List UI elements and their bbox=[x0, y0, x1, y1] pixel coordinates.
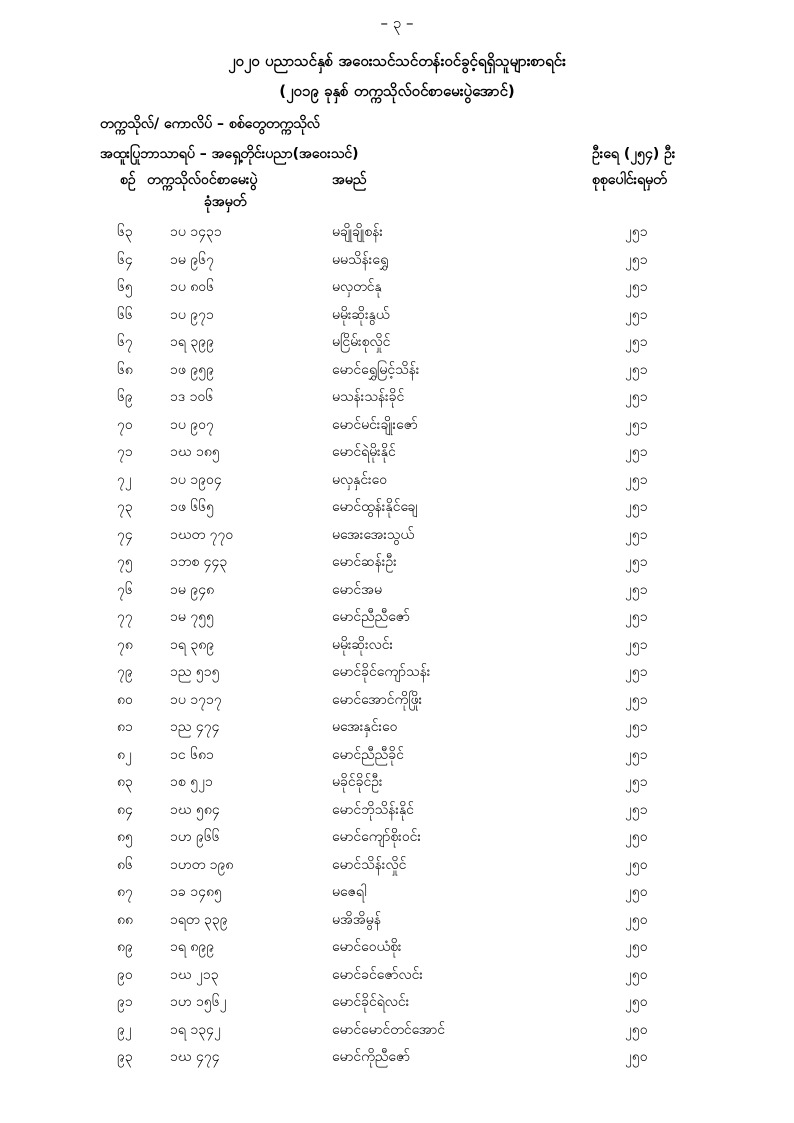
total-marks: ၂၅၁ bbox=[625, 609, 648, 625]
row-number: ၉၂ bbox=[117, 1021, 132, 1038]
total-marks: ၂၅၁ bbox=[625, 691, 648, 708]
total-marks: ၂၅၁ bbox=[625, 471, 648, 488]
row-number: ၉၀ bbox=[117, 966, 133, 983]
row-number: ၈၀ bbox=[117, 691, 133, 708]
row-number: ၆၉ bbox=[117, 389, 133, 405]
row-number: ၇၆ bbox=[117, 581, 133, 598]
student-name: မခိုင်ခိုင်ဦး bbox=[332, 774, 383, 790]
row-number: ၆၅ bbox=[117, 279, 133, 295]
total-marks: ၂၅၁ bbox=[625, 444, 648, 460]
row-number: ၈၉ bbox=[117, 939, 133, 955]
table-row bbox=[0, 387, 794, 415]
table-row bbox=[0, 635, 794, 663]
student-name: မောင်မောင်တင်အောင် bbox=[332, 1021, 446, 1038]
table-row bbox=[0, 690, 794, 718]
total-marks: ၂၅၀ bbox=[625, 856, 648, 873]
roll-number: ၁ဃ ၄၇၄ bbox=[170, 1049, 220, 1065]
row-number: ၆၈ bbox=[117, 361, 133, 378]
row-number: ၇၈ bbox=[117, 636, 133, 653]
total-marks: ၂၅၀ bbox=[625, 1049, 648, 1065]
roll-number: ၁ဟ ၉၆၆ bbox=[170, 829, 220, 845]
roll-number: ၁ဖ ၆၆၅ bbox=[170, 499, 214, 515]
table-row bbox=[0, 855, 794, 883]
student-name: မလှနှင်းဝေ bbox=[332, 471, 388, 488]
total-marks: ၂၅၁ bbox=[625, 361, 648, 378]
roll-number: ၁ရ ၁၃၄၂ bbox=[170, 1021, 221, 1038]
total-marks: ၂၅၁ bbox=[625, 581, 648, 598]
row-number: ၆၆ bbox=[117, 306, 133, 323]
student-name: မောင်မင်းချိုးဇော် bbox=[332, 416, 418, 433]
total-marks: ၂၅၁ bbox=[625, 389, 648, 405]
roll-number: ၁စ ၅၂၁ bbox=[170, 774, 213, 790]
student-name: မဇေရါ bbox=[332, 884, 367, 900]
total-marks: ၂၅၀ bbox=[625, 911, 648, 928]
roll-number: ၁ဖ ၉၅၉ bbox=[170, 361, 214, 378]
total-marks: ၂၅၁ bbox=[625, 801, 648, 818]
student-name: မောင်ရဲမိုးနိုင် bbox=[332, 444, 396, 460]
table-row bbox=[0, 497, 794, 525]
student-name: မောင်ဝေယံစိုး bbox=[332, 939, 402, 955]
student-name: မောင်ခိုင်ကျော်သန်း bbox=[332, 664, 431, 680]
table-row bbox=[0, 772, 794, 800]
document-title: ၂၀၂၀ ပညာသင်နှစ် အဝေးသင်သင်တန်းဝင်ခွင့်ရရှိသူများစာရင်း bbox=[228, 52, 566, 70]
total-marks: ၂၅၁ bbox=[625, 224, 648, 240]
table-row bbox=[0, 525, 794, 553]
table-row bbox=[0, 882, 794, 910]
table-row bbox=[0, 360, 794, 388]
table-row bbox=[0, 470, 794, 498]
table-row bbox=[0, 1047, 794, 1075]
student-count: ဦးရေ (၂၅၄) ဦး bbox=[592, 146, 676, 162]
row-number: ၇၁ bbox=[117, 444, 133, 460]
total-marks: ၂၅၀ bbox=[625, 939, 648, 955]
student-name: မောင်ရွှေမြင့်သိန်း bbox=[332, 361, 420, 378]
student-name: မသန်းသန်းခိုင် bbox=[332, 389, 405, 405]
table-row bbox=[0, 305, 794, 333]
student-name: မအေးနှင်းဝေ bbox=[332, 719, 398, 735]
table-row bbox=[0, 1020, 794, 1048]
roll-number: ၁ရတ ၃၃၉ bbox=[170, 911, 228, 928]
student-name: မမသိန်းရွှေ bbox=[332, 251, 389, 268]
roll-number: ၁ပ ၉၀၇ bbox=[170, 416, 214, 433]
row-number: ၉၁ bbox=[117, 994, 133, 1010]
roll-number: ၁ဃ ၁၈၅ bbox=[170, 444, 220, 460]
roll-number: ၁မ ၉၆၇ bbox=[170, 251, 214, 268]
student-name: မောင်ဆန်းဦး bbox=[332, 554, 397, 570]
row-number: ၇၄ bbox=[117, 526, 133, 543]
total-marks: ၂၅၀ bbox=[625, 829, 648, 845]
total-marks: ၂၅၀ bbox=[625, 884, 648, 900]
row-number: ၈၅ bbox=[117, 829, 133, 845]
roll-number: ၁ဘစ ၄၄၃ bbox=[170, 554, 228, 570]
student-name: မအိအိမွန် bbox=[332, 911, 381, 928]
header-name: အမည် bbox=[332, 172, 367, 188]
table-row bbox=[0, 965, 794, 993]
document-subtitle: (၂၀၁၉ ခုနှစ် တက္ကသိုလ်ဝင်စာမေးပွဲအောင်) bbox=[279, 82, 515, 100]
row-number: ၈၁ bbox=[117, 719, 133, 735]
roll-number: ၁ပ ၁၇၁၇ bbox=[170, 691, 222, 708]
table-row bbox=[0, 717, 794, 745]
student-name: မောင်ကျော်စိုးဝင်း bbox=[332, 829, 422, 845]
student-name: မောင်သိန်းလှိုင် bbox=[332, 856, 407, 873]
row-number: ၈၇ bbox=[117, 884, 133, 900]
row-number: ၈၂ bbox=[117, 746, 132, 763]
table-row bbox=[0, 910, 794, 938]
total-marks: ၂၅၁ bbox=[625, 526, 648, 543]
roll-number: ၁ခ ၁၄၈၅ bbox=[170, 884, 222, 900]
total-marks: ၂၅၁ bbox=[625, 499, 648, 515]
row-number: ၉၃ bbox=[117, 1049, 133, 1065]
table-row bbox=[0, 552, 794, 580]
student-name: မောင်ဘိုသိန်းနိုင် bbox=[332, 801, 414, 818]
total-marks: ၂၅၁ bbox=[625, 746, 648, 763]
total-marks: ၂၅၁ bbox=[625, 416, 648, 433]
table-row bbox=[0, 250, 794, 278]
row-number: ၆၃ bbox=[117, 224, 133, 240]
total-marks: ၂၅၁ bbox=[625, 306, 648, 323]
row-number: ၇၅ bbox=[117, 554, 133, 570]
student-list bbox=[0, 222, 794, 1075]
student-name: မောင်ထွန်းနိုင်ချေ bbox=[332, 499, 418, 515]
row-number: ၇၂ bbox=[117, 471, 132, 488]
total-marks: ၂၅၀ bbox=[625, 1021, 648, 1038]
total-marks: ၂၅၁ bbox=[625, 334, 648, 350]
roll-number: ၁ပ ၁၄၃၁ bbox=[170, 224, 222, 240]
table-row bbox=[0, 745, 794, 773]
roll-number: ၁ရ ၃၈၉ bbox=[170, 636, 215, 653]
total-marks: ၂၅၁ bbox=[625, 774, 648, 790]
student-name: မမိုးဆိုးနွယ် bbox=[332, 306, 390, 323]
total-marks: ၂၅၁ bbox=[625, 279, 648, 295]
table-row bbox=[0, 277, 794, 305]
university-line: တက္ကသိုလ်/ ကောလိပ် – စစ်တွေတက္ကသိုလ် bbox=[100, 116, 320, 132]
roll-number: ၁င ၆၈၁ bbox=[170, 746, 214, 763]
header-roll-number: တက္ကသိုလ်ဝင်စာမေးပွဲ bbox=[147, 172, 258, 188]
table-row bbox=[0, 800, 794, 828]
page-number: – ၃ – bbox=[380, 14, 414, 32]
subject-line: အထူးပြုဘာသာရပ် – အရှေ့တိုင်းပညာ(အဝေးသင်) bbox=[100, 146, 359, 162]
row-number: ၈၄ bbox=[117, 801, 133, 818]
header-roll-number-line2: ခုံအမှတ် bbox=[204, 194, 247, 210]
student-name: မောင်ညီညီဇော် bbox=[332, 609, 410, 625]
row-number: ၇၉ bbox=[117, 664, 133, 680]
student-name: မောင်ခိုင်ရဲလင်း bbox=[332, 994, 410, 1010]
table-row bbox=[0, 332, 794, 360]
total-marks: ၂၅၁ bbox=[625, 554, 648, 570]
roll-number: ၁ည ၄၇၄ bbox=[170, 719, 220, 735]
total-marks: ၂၅၁ bbox=[625, 664, 648, 680]
table-row bbox=[0, 992, 794, 1020]
table-row bbox=[0, 580, 794, 608]
roll-number: ၁ဃတ ၇၇၀ bbox=[170, 526, 234, 543]
row-number: ၈၆ bbox=[117, 856, 133, 873]
roll-number: ၁ဒ ၁၀၆ bbox=[170, 389, 214, 405]
total-marks: ၂၅၀ bbox=[625, 966, 648, 983]
student-name: မမိုးဆိုးလင်း bbox=[332, 636, 394, 653]
roll-number: ၁ဟတ ၁၉၈ bbox=[170, 856, 234, 873]
table-row bbox=[0, 415, 794, 443]
table-row bbox=[0, 827, 794, 855]
total-marks: ၂၅၁ bbox=[625, 636, 648, 653]
student-name: မလှတင်နု bbox=[332, 279, 382, 295]
roll-number: ၁ရ ၈၉၉ bbox=[170, 939, 215, 955]
header-total-marks: စုစုပေါင်းရမှတ် bbox=[592, 172, 667, 188]
roll-number: ၁ဟ ၁၅၆၂ bbox=[170, 994, 227, 1010]
total-marks: ၂၅၁ bbox=[625, 719, 648, 735]
student-name: မအေးအေးသွယ် bbox=[332, 526, 415, 543]
table-row bbox=[0, 662, 794, 690]
row-number: ၆၄ bbox=[117, 251, 133, 268]
roll-number: ၁ပ ၁၉၀၄ bbox=[170, 471, 222, 488]
student-name: မငြိမ်းစုလှိုင် bbox=[332, 334, 391, 350]
row-number: ၇၃ bbox=[117, 499, 133, 515]
roll-number: ၁ည ၅၁၅ bbox=[170, 664, 220, 680]
roll-number: ၁မ ၇၅၅ bbox=[170, 609, 214, 625]
table-row bbox=[0, 222, 794, 250]
student-name: မောင်ကိုညီဇော် bbox=[332, 1049, 411, 1065]
student-name: မောင်အမ bbox=[332, 581, 382, 598]
roll-number: ၁မ ၉၄၈ bbox=[170, 581, 215, 598]
student-name: မောင်အောင်ကိုဖြိုး bbox=[332, 691, 423, 708]
table-row bbox=[0, 937, 794, 965]
roll-number: ၁ဃ ၂၁၃ bbox=[170, 966, 219, 983]
student-name: မောင်ညီညီခိုင် bbox=[332, 746, 404, 763]
row-number: ၈၈ bbox=[117, 911, 133, 928]
student-name: မောင်ခင်ဇော်လင်း bbox=[332, 966, 423, 983]
row-number: ၇၀ bbox=[117, 416, 133, 433]
roll-number: ၁ပ ၉၇၁ bbox=[170, 306, 214, 323]
header-number: စဉ် bbox=[120, 172, 136, 188]
table-row bbox=[0, 607, 794, 635]
row-number: ၈၃ bbox=[117, 774, 133, 790]
total-marks: ၂၅၀ bbox=[625, 994, 648, 1010]
roll-number: ၁ပ ၈၀၆ bbox=[170, 279, 215, 295]
row-number: ၆၇ bbox=[117, 334, 133, 350]
table-row bbox=[0, 442, 794, 470]
roll-number: ၁ဃ ၅၈၄ bbox=[170, 801, 220, 818]
row-number: ၇၇ bbox=[117, 609, 133, 625]
student-name: မချိုချိုစန်း bbox=[332, 224, 383, 240]
roll-number: ၁ရ ၃၉၉ bbox=[170, 334, 214, 350]
total-marks: ၂၅၁ bbox=[625, 251, 648, 268]
